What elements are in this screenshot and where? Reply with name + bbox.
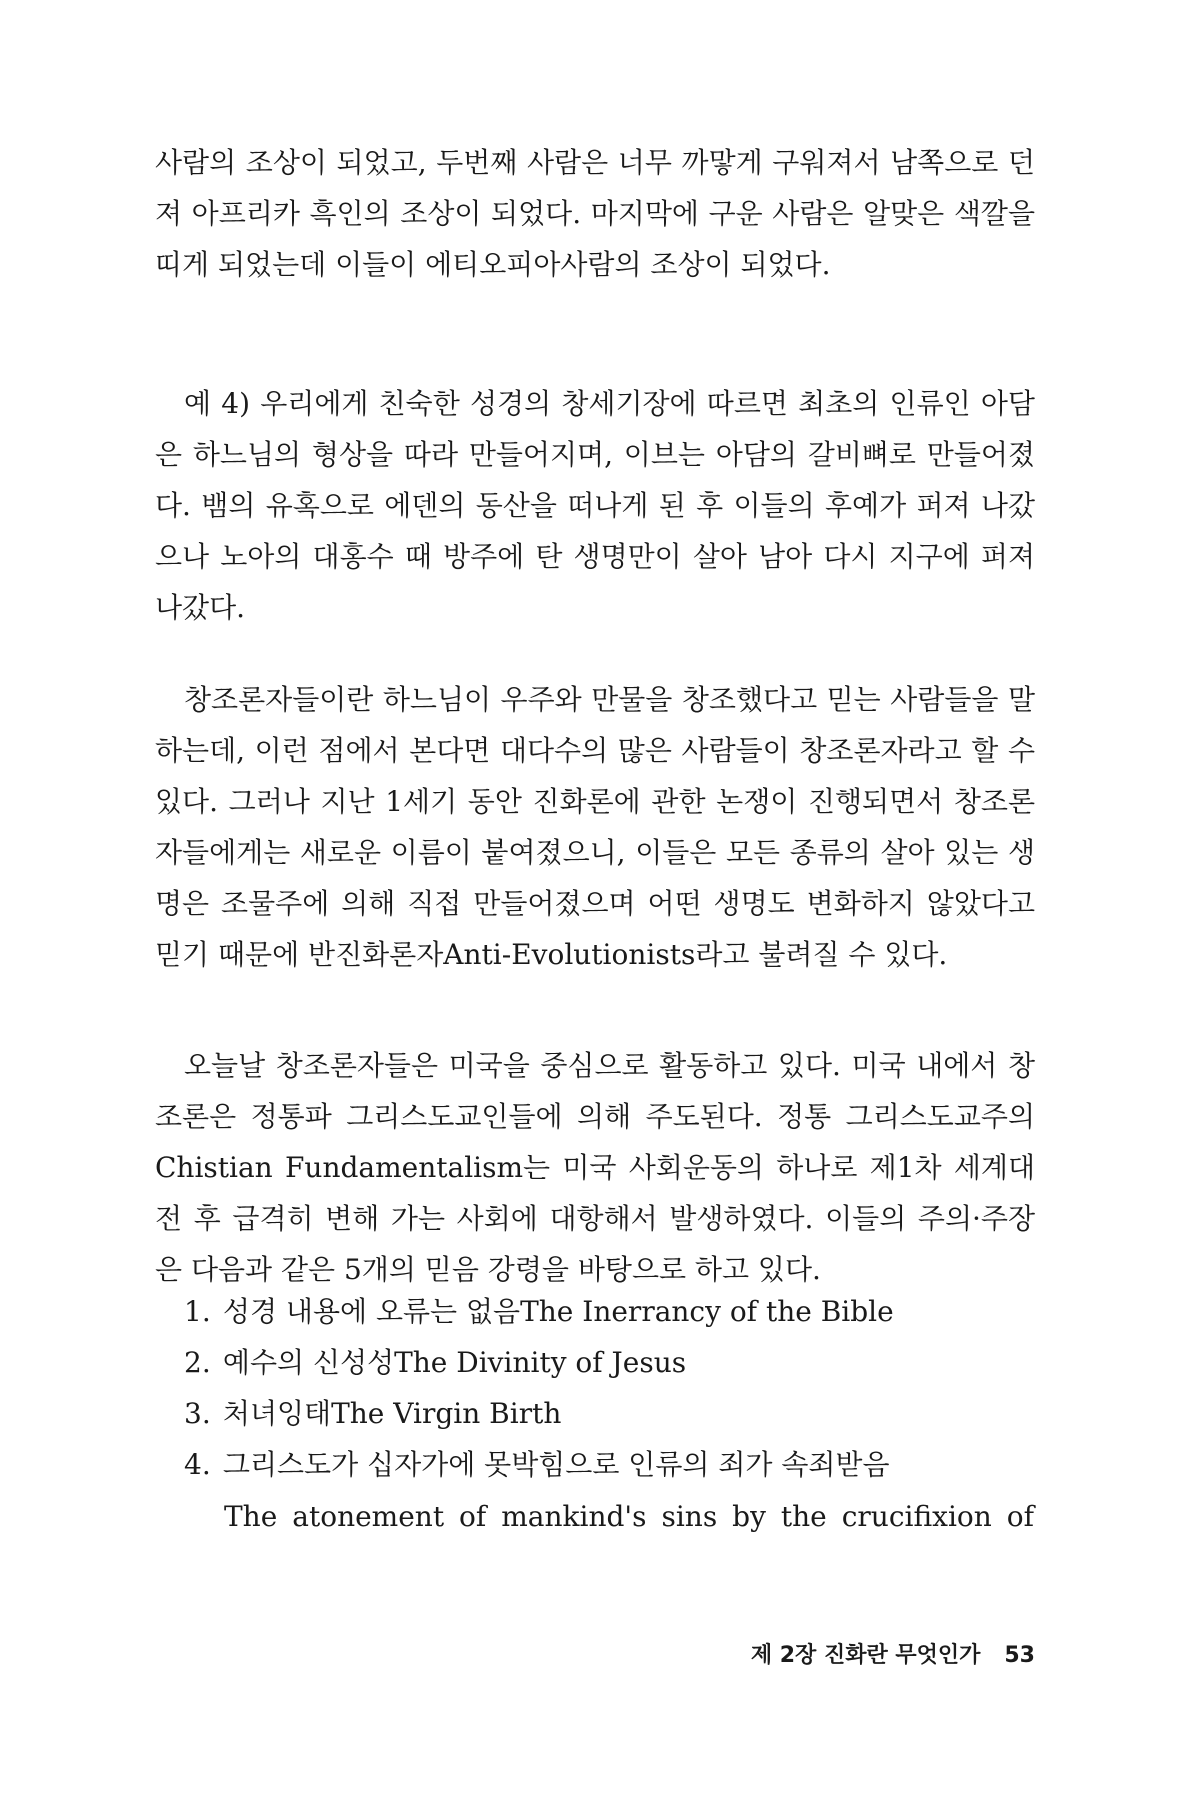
list-item-continuation: The atonement of mankind's sins by the crucifixion of [224, 1500, 1034, 1533]
list-item-number: 1. [184, 1295, 211, 1328]
paragraph-3: 창조론자들이란 하느님이 우주와 만물을 창조했다고 믿는 사람들을 말하는데, 이런 점에서 본다면 대다수의 많은 사람들이 창조론자라고 할 수 있다. 그러나 지난 1세기 동안 진화론에 관한 논쟁이 진행되면서 창조론자들에게는 새로운 이름이 붙여졌으니, 이들은 모든 종류의 살아 있는 생명은 조물주에 의해 직접 만들어졌으며 어떤 생명도 변화하지 않았다고 믿기 때문에 반진화론자Anti-Evolutionists라고 불려질 수 있다. [155, 683, 1035, 971]
list-item-number: 2. [184, 1346, 211, 1379]
list-item-text: 성경 내용에 오류는 없음The Inerrancy of the Bible [222, 1295, 894, 1328]
list-item [184, 1337, 1034, 1388]
running-footer [751, 1638, 1035, 1669]
list-item-number: 4. [184, 1448, 211, 1481]
list-item [184, 1388, 1034, 1439]
creed-list [184, 1286, 1034, 1490]
list-item [184, 1286, 1034, 1337]
page-number: 53 [1004, 1643, 1035, 1668]
paragraph-2: 예 4) 우리에게 친숙한 성경의 창세기장에 따르면 최초의 인류인 아담은 하느님의 형상을 따라 만들어지며, 이브는 아담의 갈비뼈로 만들어졌다. 뱀의 유혹으로 에덴의 동산을 떠나게 된 후 이들의 후예가 퍼져 나갔으나 노아의 대홍수 때 방주에 탄 생명만이 살아 남아 다시 지구에 퍼져 나갔다. [155, 387, 1035, 624]
paragraph-1: 사람의 조상이 되었고, 두번째 사람은 너무 까맣게 구워져서 남쪽으로 던져 아프리카 흑인의 조상이 되었다. 마지막에 구운 사람은 알맞은 색깔을 띠게 되었는데 이들이 에티오피아사람의 조상이 되었다. [155, 146, 1035, 281]
list-item-text: 처녀잉태The Virgin Birth [222, 1397, 562, 1430]
list-item [184, 1439, 1034, 1490]
paragraph-4: 오늘날 창조론자들은 미국을 중심으로 활동하고 있다. 미국 내에서 창조론은 정통파 그리스도교인들에 의해 주도된다. 정통 그리스도교주의Chistian Fundamentalism는 미국 사회운동의 하나로 제1차 세계대전 후 급격히 변해 가는 사회에 대항해서 발생하였다. 이들의 주의·주장은 다음과 같은 5개의 믿음 강령을 바탕으로 하고 있다. [155, 1049, 1035, 1286]
chapter-title: 제 2장 진화란 무엇인가 [750, 1643, 981, 1668]
list-item-text: 그리스도가 십자가에 못박힘으로 인류의 죄가 속죄받음 [222, 1448, 890, 1481]
list-item-text: 예수의 신성성The Divinity of Jesus [222, 1346, 687, 1379]
list-item-number: 3. [184, 1397, 211, 1430]
